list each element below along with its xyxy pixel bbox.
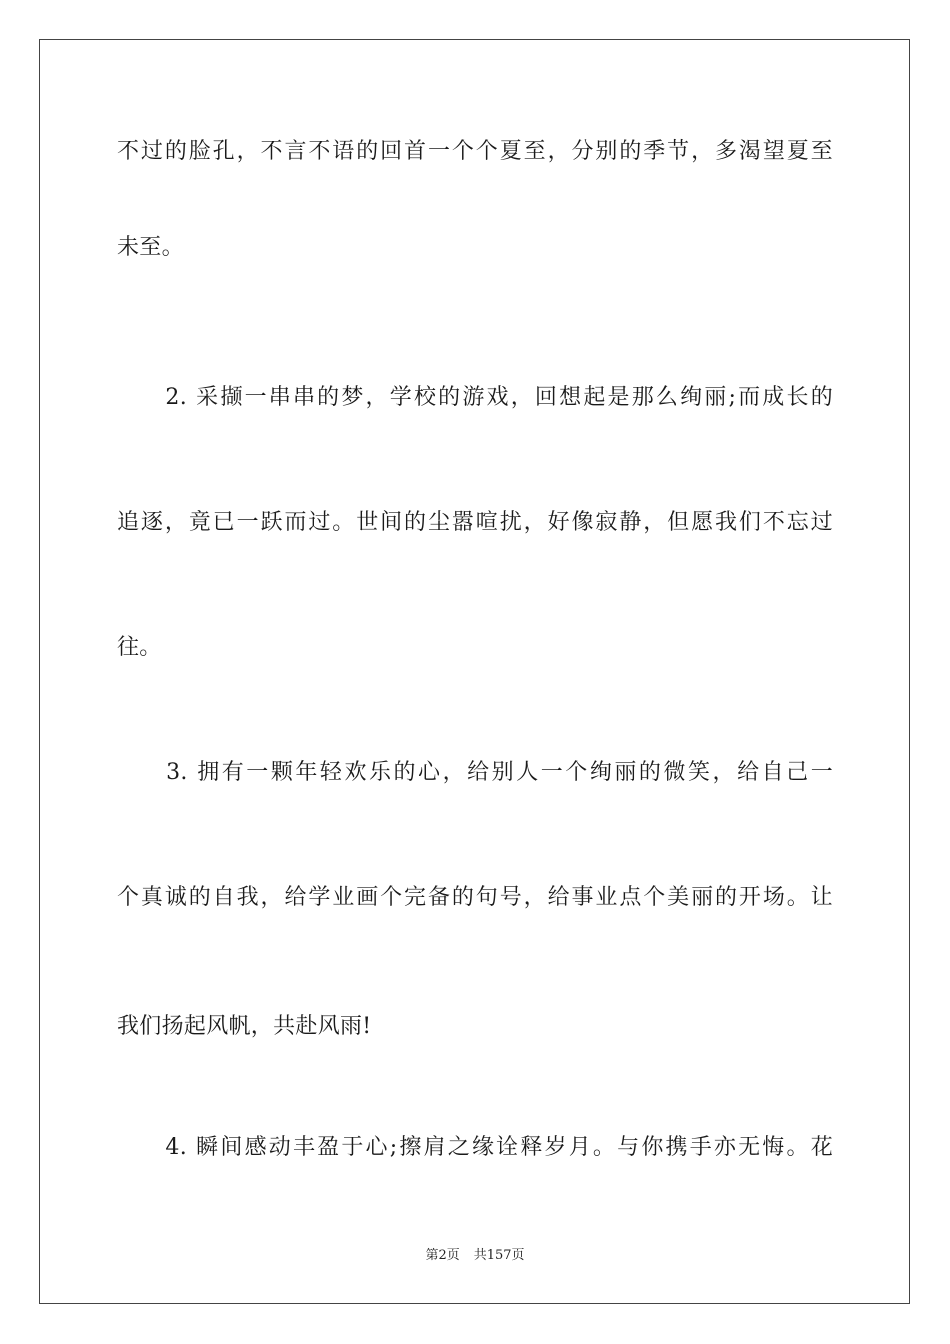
current-page-number: 第2页 xyxy=(425,1248,460,1263)
paragraph-1-line-1: 不过的脸孔，不言不语的回首一个个夏至，分别的季节，多渴望夏至 xyxy=(117,139,833,164)
paragraph-1-line-2: 未至。 xyxy=(117,235,184,260)
paragraph-4-line-1: 4. 瞬间感动丰盈于心;擦肩之缘诠释岁月。与你携手亦无悔。花 xyxy=(117,1135,833,1160)
paragraph-2-line-2: 追逐，竟已一跃而过。世间的尘嚣喧扰，好像寂静，但愿我们不忘过 xyxy=(117,510,833,535)
paragraph-3-line-1: 3. 拥有一颗年轻欢乐的心，给别人一个绚丽的微笑，给自己一 xyxy=(117,760,833,785)
paragraph-3-line-2: 个真诚的自我，给学业画个完备的句号，给事业点个美丽的开场。让 xyxy=(117,885,833,910)
page-border xyxy=(39,39,910,1304)
paragraph-3-line-3: 我们扬起风帆，共赴风雨! xyxy=(117,1014,372,1039)
paragraph-2-line-3: 往。 xyxy=(117,635,162,660)
paragraph-2-line-1: 2. 采撷一串串的梦，学校的游戏，回想起是那么绚丽;而成长的 xyxy=(117,385,833,410)
total-page-count: 共157页 xyxy=(473,1248,525,1263)
page-footer xyxy=(0,1247,950,1265)
